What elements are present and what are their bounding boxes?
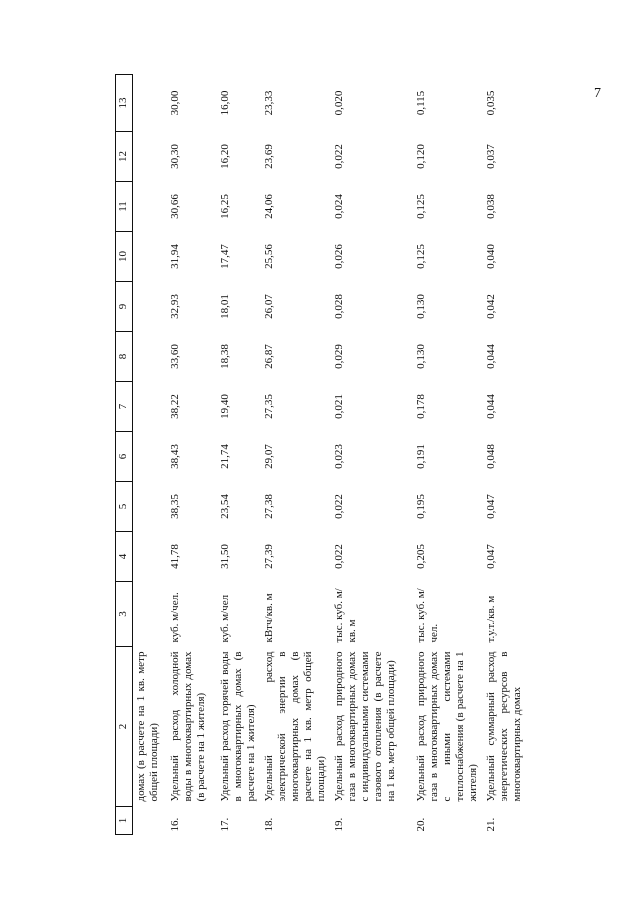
header-cell: 1 [116,807,133,835]
value-cell: 0,038 [484,194,497,219]
indicator-name: Удельный расход природного газа в многоквартирных домах с индивидуальными системами газового отопления (в расчете на 1 кв. метр общей площади) [332,651,398,802]
table-header [116,75,133,835]
value-cell: 0,040 [484,244,497,269]
header-cell: 11 [116,182,133,232]
value-cell: 38,43 [169,444,181,469]
continuation-row [133,75,168,835]
unit-cell: тыс. куб. м/ чел. [414,588,440,643]
value-cell: 0,047 [484,544,497,569]
value-cell: 0,044 [484,344,497,369]
value-cell: 17,47 [219,244,231,269]
value-cell: 0,029 [332,344,345,369]
value-cell: 23,69 [262,144,275,169]
header-cell: 8 [116,332,133,382]
empty-cell [133,582,168,647]
unit-cell: кВтч/кв. м [262,593,275,643]
header-cell: 10 [116,232,133,282]
unit-cell: т.у.т./кв. м [484,595,497,643]
value-cell: 18,01 [219,294,231,319]
header-cell: 6 [116,432,133,482]
value-cell: 0,195 [414,494,427,519]
value-cell: 41,78 [169,544,181,569]
indicator-name: Удельный расход горячей воды в многоквартирных домах (в расчете на 1 жителя) [219,651,258,802]
value-cell: 0,021 [332,394,345,419]
value-cell: 27,39 [262,544,275,569]
table-row [331,75,413,835]
empty-cell [133,132,168,182]
cell-no [133,807,168,835]
empty-cell [133,232,168,282]
value-cell: 30,66 [169,194,181,219]
indicator-name: Удельный расход холодной воды в многоквартирных домах (в расчете на 1 жителя) [169,651,208,802]
header-cell: 9 [116,282,133,332]
empty-cell [133,75,168,132]
empty-cell [133,482,168,532]
continuation-text: домах (в расчете на 1 кв. метр общей площади) [135,651,161,802]
unit-cell: куб. м/чел [219,594,231,643]
value-cell: 0,022 [332,144,345,169]
table-row [167,75,217,835]
empty-cell [133,282,168,332]
value-cell: 19,40 [219,394,231,419]
value-cell: 0,044 [484,394,497,419]
value-cell: 32,93 [169,294,181,319]
value-cell: 0,023 [332,444,345,469]
row-number: 19. [332,817,345,832]
value-cell: 0,178 [414,394,427,419]
row-number: 16. [169,817,181,832]
value-cell: 24,06 [262,194,275,219]
indicator-name: Удельный суммарный расход энергетических ресурсов в многоквартирных домах [484,651,523,802]
value-cell: 0,022 [332,544,345,569]
empty-cell [133,382,168,432]
header-cell: 13 [116,75,133,132]
empty-cell [133,332,168,382]
value-cell: 0,037 [484,144,497,169]
value-cell: 33,60 [169,344,181,369]
value-cell: 26,07 [262,294,275,319]
header-cell: 12 [116,132,133,182]
value-cell: 0,205 [414,544,427,569]
row-number: 17. [219,817,231,832]
value-cell: 0,035 [484,90,497,116]
value-cell: 38,22 [169,394,181,419]
table-row [483,75,527,835]
empty-cell [133,432,168,482]
indicator-name: Удельный расход природного газа в многоквартирных домах с иными системами теплоснабжения (в расчете на 1 жителя) [414,651,480,802]
value-cell: 30,00 [169,90,181,116]
value-cell: 16,20 [219,144,231,169]
value-cell: 18,38 [219,344,231,369]
indicators-table [115,74,526,835]
empty-cell [133,532,168,582]
table-row [261,75,331,835]
value-cell: 16,00 [219,90,231,116]
value-cell: 31,94 [169,244,181,269]
value-cell: 0,026 [332,244,345,269]
indicator-name: Удельный расход электрической энергии в многоквартирных домах (в расчете на 1 кв. метр общей площади) [262,651,328,802]
empty-cell [133,182,168,232]
value-cell: 0,191 [414,444,427,469]
value-cell: 0,115 [414,90,427,116]
header-cell: 5 [116,482,133,532]
value-cell: 21,74 [219,444,231,469]
value-cell: 23,33 [262,90,275,116]
value-cell: 0,125 [414,244,427,269]
value-cell: 0,125 [414,194,427,219]
header-cell: 2 [116,647,133,807]
value-cell: 0,047 [484,494,497,519]
row-number: 18. [262,817,275,832]
row-number: 20. [414,817,427,832]
value-cell: 0,022 [332,494,345,519]
value-cell: 16,25 [219,194,231,219]
unit-cell: тыс. куб. м/ кв. м [332,588,358,643]
value-cell: 38,35 [169,494,181,519]
value-cell: 0,028 [332,294,345,319]
value-cell: 25,56 [262,244,275,269]
table-row [413,75,483,835]
value-cell: 26,87 [262,344,275,369]
page-number: 7 [594,86,601,101]
header-cell: 4 [116,532,133,582]
value-cell: 0,020 [332,90,345,116]
value-cell: 27,35 [262,394,275,419]
header-cell: 3 [116,582,133,647]
value-cell: 31,50 [219,544,231,569]
value-cell: 0,024 [332,194,345,219]
table-body [133,75,527,835]
table-row [217,75,261,835]
unit-cell: куб. м/чел. [169,592,181,643]
value-cell: 23,54 [219,494,231,519]
value-cell: 0,130 [414,344,427,369]
rotated-table-container [115,75,523,835]
value-cell: 0,130 [414,294,427,319]
value-cell: 30,30 [169,144,181,169]
value-cell: 0,048 [484,444,497,469]
value-cell: 0,042 [484,294,497,319]
value-cell: 27,38 [262,494,275,519]
header-cell: 7 [116,382,133,432]
row-number: 21. [484,817,497,832]
value-cell: 0,120 [414,144,427,169]
value-cell: 29,07 [262,444,275,469]
